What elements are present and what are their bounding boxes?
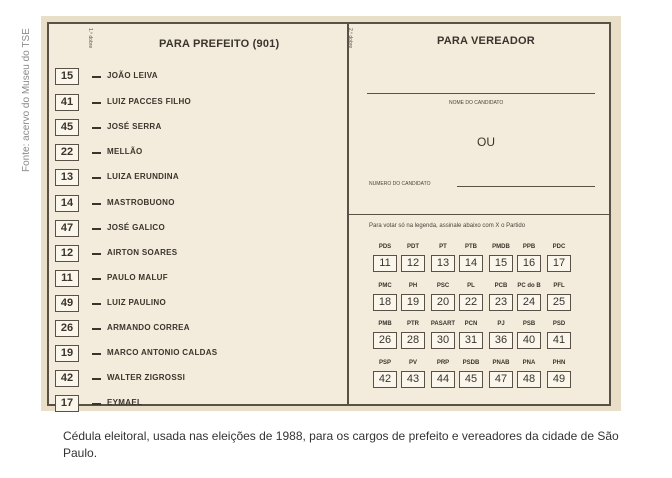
party-number-box[interactable]: 48	[517, 371, 541, 388]
candidate-row[interactable]	[55, 345, 345, 365]
dash-separator	[92, 177, 101, 179]
dash-separator	[92, 403, 101, 405]
party-name: PH	[408, 283, 418, 289]
party-number-box[interactable]: 43	[401, 371, 425, 388]
figure-caption: Cédula eleitoral, usada nas eleições de 1988, para os cargos de prefeito e vereadores da cidade de São Paulo.	[63, 429, 619, 460]
candidate-name: LUIZA ERUNDINA	[107, 172, 179, 181]
party-cell	[401, 283, 425, 315]
prefeito-title: PARA PREFEITO (901)	[159, 38, 280, 50]
candidate-row[interactable]	[55, 245, 345, 265]
party-number-box[interactable]: 14	[459, 255, 483, 272]
party-number-box[interactable]: 19	[401, 294, 425, 311]
candidate-number-line[interactable]	[457, 186, 595, 187]
party-name: PNA	[522, 360, 536, 366]
dash-separator	[92, 353, 101, 355]
party-name: PFL	[553, 283, 565, 289]
party-cell	[431, 244, 455, 276]
party-number-box[interactable]: 18	[373, 294, 397, 311]
candidate-number-box[interactable]: 19	[55, 345, 79, 362]
party-number-box[interactable]: 16	[517, 255, 541, 272]
party-name: PMDB	[492, 244, 510, 250]
party-number-box[interactable]: 36	[489, 332, 513, 349]
party-cell	[489, 321, 513, 353]
party-cell	[401, 321, 425, 353]
candidate-row[interactable]	[55, 144, 345, 164]
party-cell	[547, 360, 571, 392]
party-name: PPB	[522, 244, 536, 250]
candidate-row[interactable]	[55, 119, 345, 139]
party-cell	[547, 321, 571, 353]
candidate-name: ARMANDO CORREA	[107, 323, 190, 332]
party-cell	[517, 360, 541, 392]
candidate-row[interactable]	[55, 94, 345, 114]
party-name: PL	[467, 283, 475, 289]
party-number-box[interactable]: 30	[431, 332, 455, 349]
ballot	[47, 22, 611, 409]
party-cell	[459, 283, 483, 315]
candidate-number-box[interactable]: 26	[55, 320, 79, 337]
dash-separator	[92, 102, 101, 104]
vereador-section	[349, 24, 611, 404]
party-cell	[517, 283, 541, 315]
candidate-name: LUIZ PACCES FILHO	[107, 97, 192, 106]
candidate-number-box[interactable]: 13	[55, 169, 79, 186]
party-number-box[interactable]: 26	[373, 332, 397, 349]
party-name: PDT	[407, 244, 419, 250]
candidate-number-box[interactable]: 22	[55, 144, 79, 161]
candidate-number-box[interactable]: 15	[55, 68, 79, 85]
candidate-number-box[interactable]: 47	[55, 220, 79, 237]
candidate-name: JOSÉ GALICO	[107, 223, 165, 232]
party-name: PSP	[378, 360, 391, 366]
dash-separator	[92, 253, 101, 255]
party-number-box[interactable]: 24	[517, 294, 541, 311]
party-name: PSD	[552, 321, 566, 327]
party-cell	[517, 321, 541, 353]
party-name: PNAB	[492, 360, 510, 366]
dash-separator	[92, 378, 101, 380]
party-number-box[interactable]: 47	[489, 371, 513, 388]
candidate-name: LUIZ PAULINO	[107, 298, 167, 307]
party-number-box[interactable]: 12	[401, 255, 425, 272]
party-cell	[459, 244, 483, 276]
section-separator	[349, 214, 611, 215]
party-name: PDC	[552, 244, 566, 250]
party-cell	[489, 244, 513, 276]
candidate-row[interactable]	[55, 195, 345, 215]
party-name: PCB	[494, 283, 508, 289]
party-cell	[431, 321, 455, 353]
party-number-box[interactable]: 45	[459, 371, 483, 388]
party-number-box[interactable]: 23	[489, 294, 513, 311]
party-name: PV	[408, 360, 417, 366]
candidate-name: EYMAEL	[107, 398, 143, 407]
candidate-number-box[interactable]: 42	[55, 370, 79, 387]
candidate-row[interactable]	[55, 220, 345, 240]
party-number-box[interactable]: 28	[401, 332, 425, 349]
party-name: PMB	[378, 321, 392, 327]
party-number-box[interactable]: 40	[517, 332, 541, 349]
dash-separator	[92, 303, 101, 305]
vereador-fold-note: 2.º dobre	[347, 28, 353, 49]
candidate-name: PAULO MALUF	[107, 273, 168, 282]
or-label: OU	[477, 135, 495, 149]
candidate-name: AIRTON SOARES	[107, 248, 178, 257]
party-cell	[489, 360, 513, 392]
party-name: PDS	[378, 244, 392, 250]
candidate-name: MARCO ANTONIO CALDAS	[107, 348, 218, 357]
dash-separator	[92, 76, 101, 78]
candidate-row[interactable]	[55, 320, 345, 340]
candidate-number-box[interactable]: 12	[55, 245, 79, 262]
dash-separator	[92, 152, 101, 154]
candidate-number-box[interactable]: 49	[55, 295, 79, 312]
party-number-box[interactable]: 49	[547, 371, 571, 388]
party-cell	[547, 244, 571, 276]
party-number-box[interactable]: 13	[431, 255, 455, 272]
party-number-box[interactable]: 17	[547, 255, 571, 272]
party-cell	[401, 360, 425, 392]
party-number-box[interactable]: 25	[547, 294, 571, 311]
party-cell	[547, 283, 571, 315]
dash-separator	[92, 278, 101, 280]
party-number-box[interactable]: 15	[489, 255, 513, 272]
party-name: PT	[439, 244, 447, 250]
candidate-name: MELLÃO	[107, 147, 143, 156]
party-name: PTR	[407, 321, 419, 327]
party-name: PTB	[465, 244, 477, 250]
dash-separator	[92, 328, 101, 330]
party-vote-instruction: Para votar só na legenda, assinale abaixo com X o Partido	[369, 223, 526, 229]
party-number-box[interactable]: 22	[459, 294, 483, 311]
party-number-box[interactable]: 20	[431, 294, 455, 311]
dash-separator	[92, 127, 101, 129]
party-cell	[373, 283, 397, 315]
party-cell	[401, 244, 425, 276]
prefeito-section	[49, 24, 347, 409]
prefeito-fold-note: 1.º dobre	[87, 28, 93, 49]
vereador-title: PARA VEREADOR	[437, 35, 535, 47]
party-name: PSC	[436, 283, 450, 289]
party-cell	[373, 360, 397, 392]
candidate-number-box[interactable]: 17	[55, 395, 79, 412]
party-name: PMC	[378, 283, 392, 289]
party-cell	[517, 244, 541, 276]
party-name: PRP	[436, 360, 450, 366]
party-name: PASART	[430, 321, 456, 327]
source-credit: Fonte: acervo do Museu do TSE	[21, 28, 32, 172]
candidate-number-box[interactable]: 41	[55, 94, 79, 111]
candidate-name: WALTER ZIGROSSI	[107, 373, 186, 382]
party-number-box[interactable]: 44	[431, 371, 455, 388]
party-name: PHN	[552, 360, 566, 366]
candidate-name: JOÃO LEIVA	[107, 71, 158, 80]
candidate-number-box[interactable]: 45	[55, 119, 79, 136]
party-number-box[interactable]: 31	[459, 332, 483, 349]
candidate-name: MASTROBUONO	[107, 198, 175, 207]
candidate-row[interactable]	[55, 395, 345, 415]
party-number-box[interactable]: 11	[373, 255, 397, 272]
party-name: PSDB	[462, 360, 480, 366]
party-cell	[431, 283, 455, 315]
candidate-number-box[interactable]: 14	[55, 195, 79, 212]
candidate-number-box[interactable]: 11	[55, 270, 79, 287]
candidate-name-line[interactable]	[367, 93, 595, 94]
candidate-number-label: NUMERO DO CANDIDATO	[369, 181, 431, 187]
dash-separator	[92, 228, 101, 230]
party-cell	[431, 360, 455, 392]
candidate-row[interactable]	[55, 295, 345, 315]
party-number-box[interactable]: 42	[373, 371, 397, 388]
party-cell	[489, 283, 513, 315]
party-cell	[373, 321, 397, 353]
candidate-row[interactable]	[55, 169, 345, 189]
party-cell	[459, 321, 483, 353]
candidate-name-label: NOME DO CANDIDATO	[449, 100, 504, 106]
party-cell	[373, 244, 397, 276]
party-cell	[459, 360, 483, 392]
candidate-name: JOSÉ SERRA	[107, 122, 162, 131]
party-name: PJ	[497, 321, 505, 327]
dash-separator	[92, 203, 101, 205]
party-number-box[interactable]: 41	[547, 332, 571, 349]
party-name: PSB	[522, 321, 536, 327]
party-name: PC do B	[517, 283, 541, 289]
candidate-row[interactable]	[55, 270, 345, 290]
candidate-row[interactable]	[55, 68, 345, 88]
party-name: PCN	[464, 321, 478, 327]
candidate-row[interactable]	[55, 370, 345, 390]
